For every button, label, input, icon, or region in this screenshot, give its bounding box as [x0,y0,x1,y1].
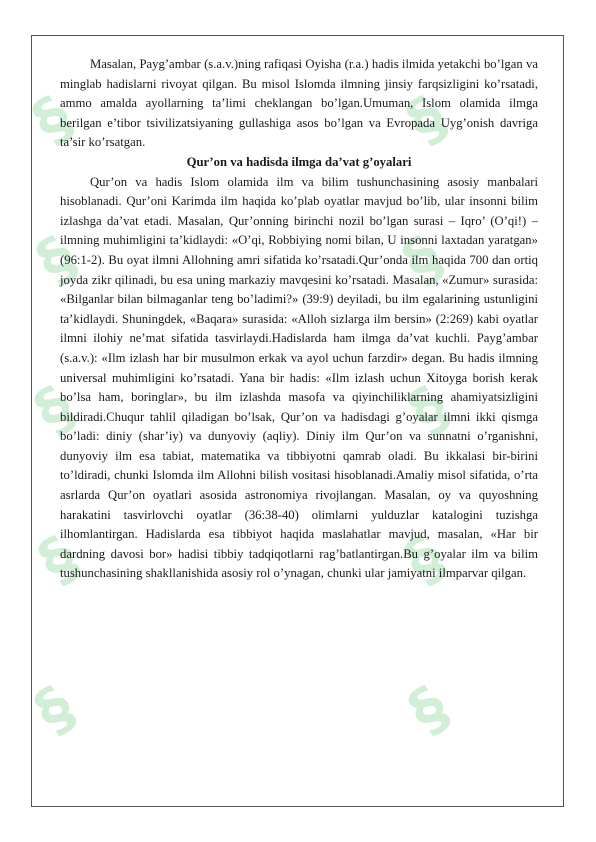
watermark-glyph: § [20,82,86,158]
watermark-glyph: § [22,672,88,748]
watermark-glyph: § [396,372,462,448]
watermark-glyph: § [26,522,92,598]
watermark-glyph: § [390,222,456,298]
main-paragraph: Qur’on va hadis Islom olamida ilm va bilim tushunchasining asosiy manbalari hisoblanadi. Qur’oni Karimda ilm haqida ko’plab oyatlar mavjud bo’lib, ular insonni bilim izlashga da’vat etadi. Masalan, Qur’onning birinchi nozil bo’lgan surasi – Iqro’ (O’qi!) – ilmning muhimligini ta’kidlaydi: «O’qi, Robbiying nomi bilan, U insonni laxtadan yaratgan» (96:1-2). Bu oyat ilmni Allohning amri sifatida ko’rsatadi.Qur’onda ilm haqida 700 dan ortiq joyda zikr qilinadi, bu esa uning markaziy mavqesini ko’rsatadi. Masalan, «Zumur» surasida: «Bilganlar bilan bilmaganlar teng bo’ladimi?» (39:9) deyiladi, bu ilm egalarining ustunligini ta’kidlaydi. Shuningdek, «Baqara» surasida: «Alloh sizlarga ilm bersin» (2:269) kabi oyatlar ilmni ilohiy ne’mat sifatida tasvirlaydi.Hadislarda ham ilmga da’vat kuchli. Payg’ambar (s.a.v.): «Ilm izlash har bir musulmon erkak va ayol uchun farzdir» degan. Bu hadis ilmning universal muhimligini ko’rsatadi. Yana bir hadis: «Ilm izlash uchun Xitoyga borish kerak bo’lsa ham, boringlar», bu ilm izlashda masofa va qiyinchiliklarning ahamiyatsizligini bildiradi.Chuqur tahlil qiladigan bo’lsak, Qur’on va hadisdagi g’oyalar ilmni ikki qismga bo’ladi: diniy (shar’iy) va dunyoviy (aqliy). Diniy ilm Qur’on va sunnatni o’rganishni, dunyoviy ilm esa tabiat, matematika va tibbiyotni qamrab oladi. Bu ikkalasi bir-birini to’ldiradi, chunki Islomda ilm Allohni bilish vositasi hisoblanadi.Amaliy misol sifatida, o’rta asrlarda Qur’on oyatlari asosida astronomiya rivojlangan. Masalan, oy va quyoshning harakatini tasvirlovchi oyatlar (36:38-40) olimlarni yulduzlar katalogini tuzishga ilhomlantirgan. Hadislarda esa tibbiyot haqida maslahatlar mavjud, masalan, «Har bir dardning davosi bor» hadisi tibbiy tadqiqotlarni rag’batlantirgan.Bu g’oyalar ilm va bilim tushunchasining shakllanishida asosiy rol o’ynagan, chunki ular jamiyatni ilmparvar qilgan. [60,174,538,581]
watermark-glyph: § [396,672,462,748]
document-body [60,55,538,584]
watermark-glyph: § [394,82,460,158]
watermark-glyph: § [22,372,88,448]
intro-paragraph: Masalan, Payg’ambar (s.a.v.)ning rafiqasi Oyisha (r.a.) hadis ilmida yetakchi bo’lgan va minglab hadislarni rivoyat qilgan. Bu misol Islomda ilmning jinsiy farqsizligini ko’rsatadi, ammo amalda ayollarning ta’limi cheklangan bo’lgan.Umuman, Islom olamida ilmga berilgan e’tibor tsivilizatsiyaning gullashiga asos bo’lgan va Evropada Uyg’onish davriga ta’sir ko’rsatgan. [60,57,538,150]
watermark-glyph: § [24,222,90,298]
watermark-glyph: § [392,522,458,598]
section-heading: Qur’on va hadisda ilmga da’vat g’oyalari [186,154,412,169]
